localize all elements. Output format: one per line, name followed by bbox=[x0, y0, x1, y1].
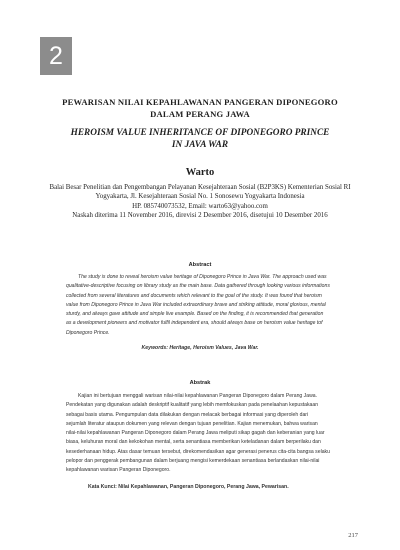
author-name: Warto bbox=[185, 167, 215, 178]
abstract-line: qualitative-descriptive focusing on library study as the main base. Data gathered through looking various informations bbox=[66, 283, 330, 290]
title-english bbox=[0, 127, 400, 151]
affiliation-line: Yogyakarta, Jl. Kesejahteraan Sosial No. 1 Sonosewu Yogyakarta Indonesia bbox=[95, 193, 305, 201]
title-indonesian-line: DALAM PERANG JAWA bbox=[150, 109, 250, 119]
abstrak-line: biasa, keluhuran moral dan kekokohan mental, serta senantiasa memberikan keteladanan dalam berperilaku dan bbox=[66, 439, 321, 446]
abstrak-line: Pendekatan yang digunakan adalah deskriptif kualitatif yang lebih memfokuskan pada penelaahan kepustakaan bbox=[66, 402, 319, 409]
abstract-line: The study is done to reveal heroism value heritage of Diponegoro Prince in Java War. The approach used was bbox=[78, 274, 327, 280]
abstrak-line: kepahlawanan warisan Pangeran Diponegoro. bbox=[66, 467, 171, 474]
abstrak-line: Kajian ini bertujuan menggali warisan nilai-nilai kepahlawanan Pangeran Diponegoro dalam Perang Jawa. bbox=[78, 393, 317, 399]
abstract-heading: Abstract bbox=[188, 262, 212, 268]
affiliation-line: Balai Besar Penelitian dan Pengembangan Pelayanan Kesejahteraan Sosial (B2P3KS) Kementerian Sosial RI bbox=[49, 184, 351, 191]
contact-line: HP. 085740073532, Email: warto63@yahoo.com bbox=[132, 202, 268, 210]
submission-dates: Naskah diterima 11 November 2016, direvisi 2 Desember 2016, disetujui 10 Desember 2016 bbox=[72, 212, 328, 220]
title-english-line: IN JAVA WAR bbox=[171, 140, 229, 150]
abstract-line: sturdy, and always gave attitude and simple live example. Based on the finding, it is recommended that generation bbox=[66, 311, 324, 318]
abstract-line: value from Diponegoro Prince in Java War included extraordinary brave and striking attitude, moral glorious, mental bbox=[66, 301, 326, 308]
abstract-keywords: Keywords: Heritage, Heroism Values, Java War. bbox=[141, 345, 259, 351]
abstrak-line: pelopor dan penggerak pembangunan dalam berjuang mengisi kemerdekaan senantiasa berlandaskan nilai-nilai bbox=[66, 458, 320, 465]
abstrak-heading: Abstrak bbox=[189, 380, 211, 386]
abstrak-line: sebagai basis utama. Pengumpulan data dilakukan dengan melacak berbagai informasi yang diperoleh dari bbox=[66, 411, 309, 418]
abstrak-line: nilai-nilai kepahlawanan Pangeran Diponegoro dalam Perang Jawa meliputi sikap gagah dan keberanian yang luar bbox=[66, 430, 325, 437]
title-english-line: HEROISM VALUE INHERITANCE OF DIPONEGORO PRINCE bbox=[70, 128, 330, 138]
abstrak-line: sejumlah literatur ataupun dokumen yang relevan dengan tujuan penelitian. Kajian menemukan, bahwa warisan bbox=[66, 420, 318, 427]
abstract-line: collected from several literatures and documents which relevant to the goal of the study. It was found that heroism bbox=[66, 292, 322, 299]
abstract-line: Diponegoro Prince. bbox=[66, 329, 110, 336]
page-number: 217 bbox=[348, 532, 358, 539]
title-indonesian-line: PEWARISAN NILAI KEPAHLAWANAN PANGERAN DIPONEGORO bbox=[62, 97, 338, 107]
abstract-text bbox=[66, 273, 336, 338]
abstrak-line: kesederhanaan hidup. Atas dasar temuan tersebut, direkomendasikan agar generasi penerus cita-cita bangsa selaku bbox=[66, 448, 330, 455]
abstrak-keywords: Kata Kunci: Nilai Kepahlawanan, Pangeran Diponegoro, Perang Jawa, Pewarisan. bbox=[88, 484, 289, 490]
author-affiliation bbox=[0, 183, 400, 221]
abstrak-text bbox=[66, 392, 336, 476]
abstract-line: as a development pioneers and motivator fulfil independent era, should always base on heroism value heritage tof bbox=[66, 320, 323, 327]
chapter-number-badge: 2 bbox=[40, 37, 72, 75]
title-indonesian bbox=[0, 96, 400, 120]
